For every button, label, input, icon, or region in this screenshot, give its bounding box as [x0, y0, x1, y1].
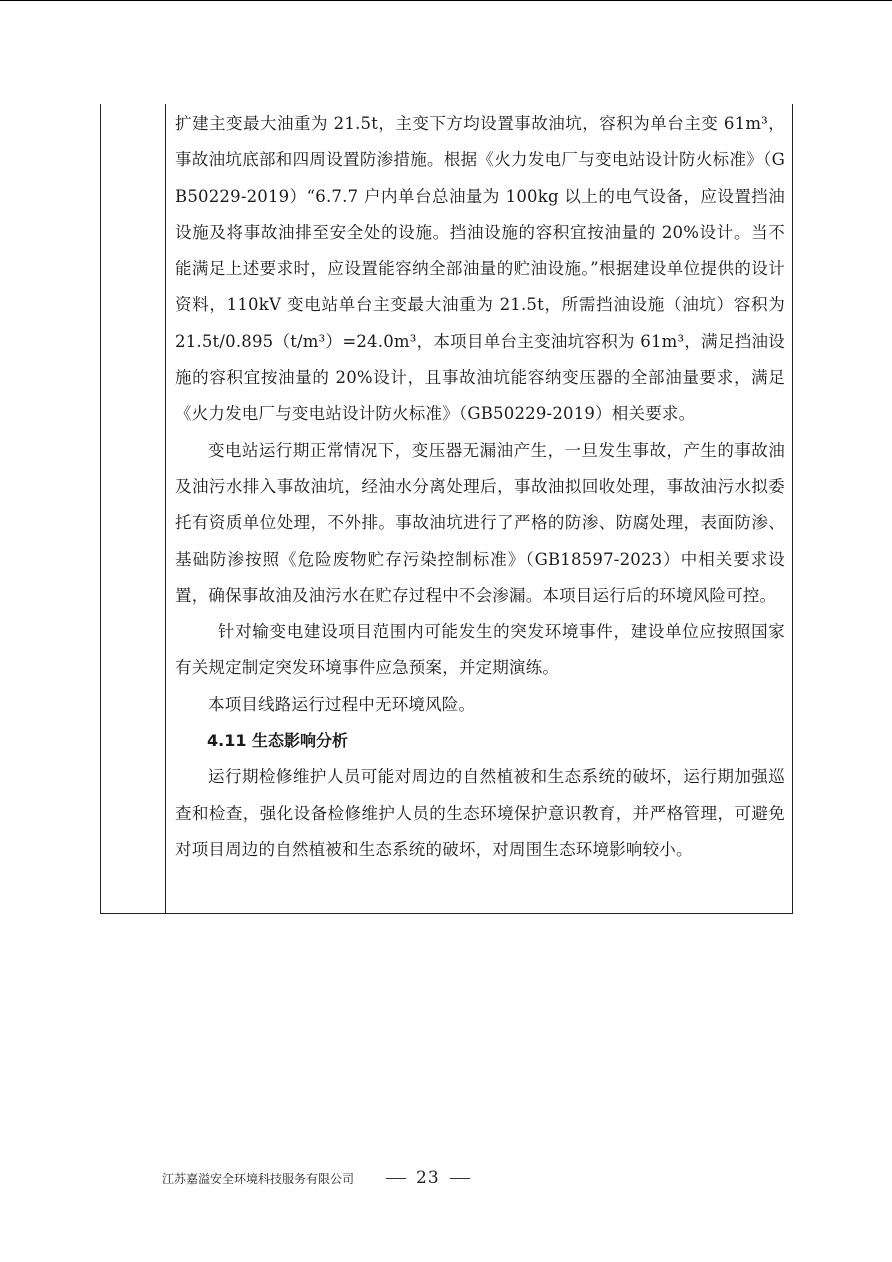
paragraph-emergency-plan: 针对输变电建设项目范围内可能发生的突发环境事件，建设单位应按照国家有关规定制定突发环境事件应急预案，并定期演练。 — [175, 622, 785, 678]
paragraph-ecology-impact: 运行期检修维护人员可能对周边的自然植被和生态系统的破坏，运行期加强巡查和检查，强化设备检修维护人员的生态环境保护意识教育，并严格管理，可避免对项目周边的自然植被和生态系统的破坏，对周围生态环境影响较小。 — [175, 767, 785, 859]
footer-company-name: 江苏嘉溢安全环境科技服务有限公司 — [162, 1171, 355, 1186]
page-footer — [162, 1166, 480, 1190]
section-heading-ecology: 4.11 生态影响分析 — [207, 731, 349, 751]
content-table — [100, 104, 793, 914]
paragraph-line-no-risk: 本项目线路运行过程中无环境风险。 — [208, 694, 476, 714]
page-top-border — [0, 0, 892, 1]
paragraph-substation-operation-risk: 变电站运行期正常情况下，变压器无漏油产生，一旦发生事故，产生的事故油及油污水排入事故油坑，经油水分离处理后，事故油拟回收处理，事故油污水拟委托有资质单位处理，不外排。事故油坑进行了严格的防渗、防腐处理，表面防渗、基础防渗按照《危险废物贮存污染控制标准》（GB18597-2023）中相关要求设置，确保事故油及油污水在贮存过程中不会渗漏。本项目运行后的环境风险可控。 — [175, 440, 785, 605]
page-dash-left — [386, 1178, 406, 1179]
paragraph-oil-pit-capacity: 扩建主变最大油重为 21.5t，主变下方均设置事故油坑，容积为单台主变 61m³，事故油坑底部和四周设置防渗措施。根据《火力发电厂与变电站设计防火标准》（GB50229-2019）“6.7.7 户内单台总油量为 100kg 以上的电气设备，应设置挡油设施及将事故油排至安全处的设施。挡油设施的容积宜按油量的 20%设计。当不能满足上述要求时，应设置能容纳全部油量的贮油设施。”根据建设单位提供的设计资料，110kV 变电站单台主变最大油重为 21.5t，所需挡油设施（油坑）容积为 21.5t/0.895（t/m³）=24.0m³，本项目单台主变油坑容积为 61m³，满足挡油设施的容积宜按油量的 20%设计，且事故油坑能容纳变压器的全部油量要求，满足《火力发电厂与变电站设计防火标准》（GB50229-2019）相关要求。 — [175, 114, 785, 424]
footer-page-number-group — [376, 1168, 480, 1188]
table-label-column — [101, 104, 166, 913]
page-dash-right — [450, 1178, 470, 1179]
page-number: 23 — [416, 1168, 440, 1188]
table-content-cell — [175, 106, 785, 868]
